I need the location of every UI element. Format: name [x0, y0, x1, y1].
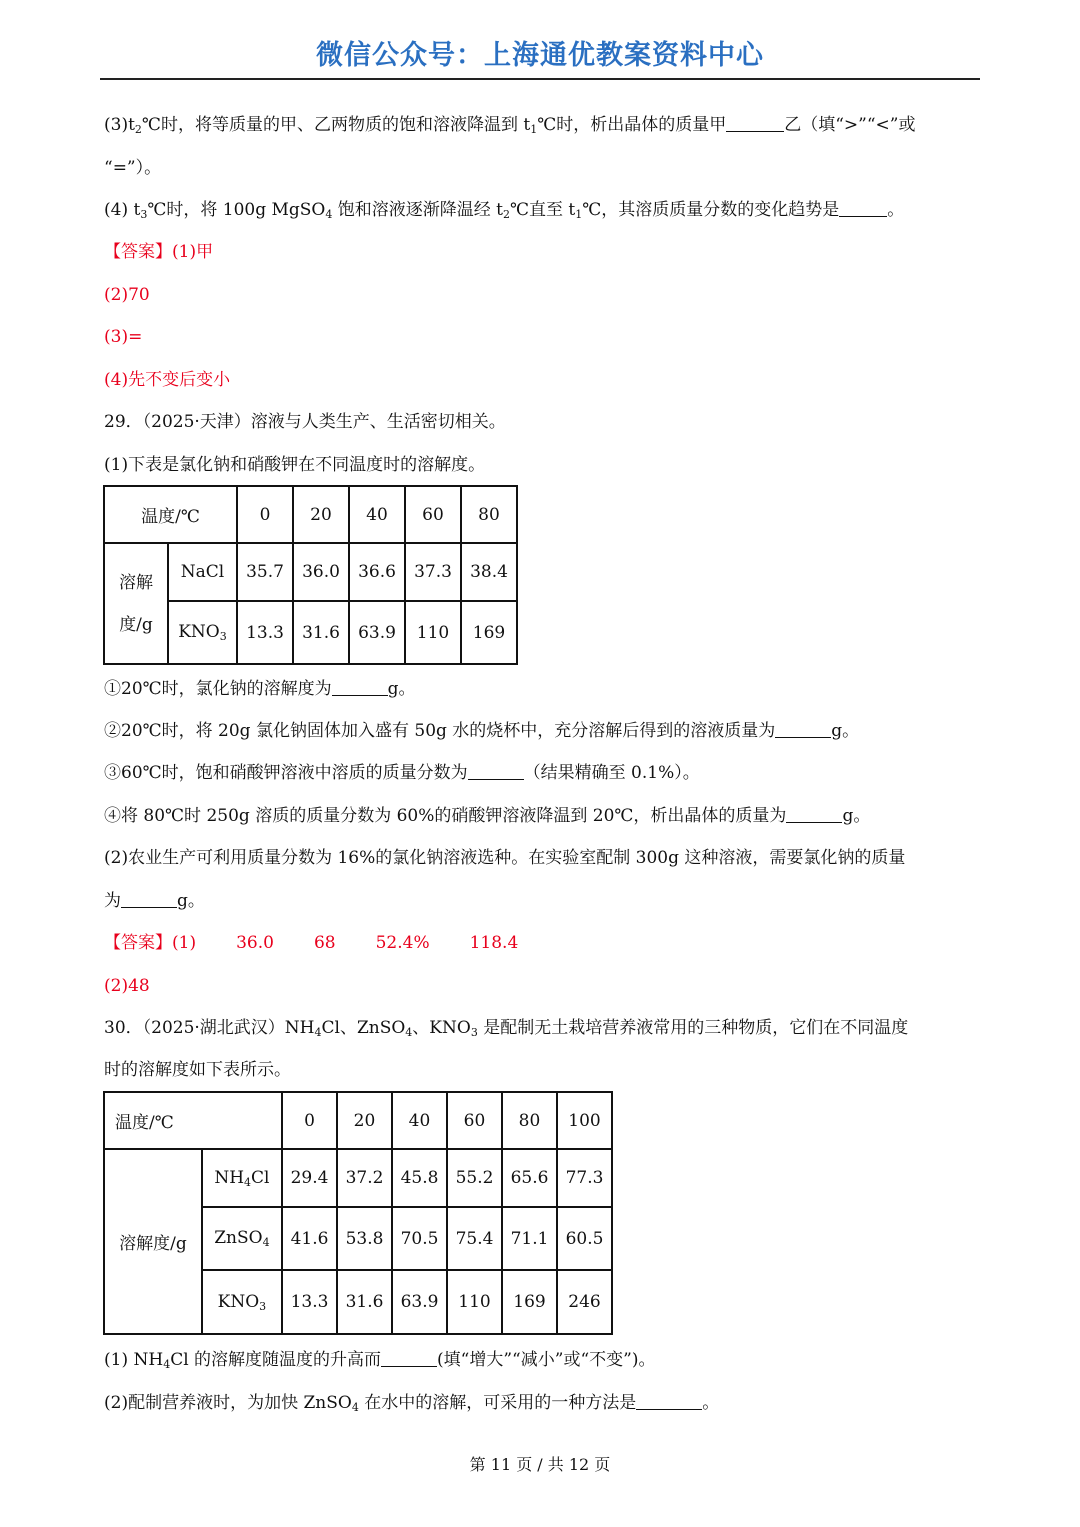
q28-sub3-line2: “=”）。	[104, 158, 162, 178]
table-cell: 77.3	[557, 1149, 612, 1207]
q28-answer-3: (3)=	[104, 327, 143, 347]
table-header-cell: 40	[349, 486, 405, 543]
table-cell: 41.6	[282, 1207, 337, 1270]
q29-answer-1: 【答案】(1) 36.0 68 52.4% 118.4	[104, 933, 519, 953]
table-header-cell: 0	[237, 486, 293, 543]
table-row-group-label: 溶解度/g	[104, 1149, 202, 1334]
q29-q2-line1: (2)农业生产可利用质量分数为 16%的氯化钠溶液选种。在实验室配制 300g 这种溶液，需要氯化钠的质量	[104, 848, 906, 868]
q28-answer-4: (4)先不变后变小	[104, 370, 231, 390]
table-cell: 246	[557, 1270, 612, 1334]
q28-answer-1: 【答案】(1)甲	[104, 242, 214, 262]
table-cell: 75.4	[447, 1207, 502, 1270]
table-cell: 38.4	[461, 543, 517, 601]
table-header-cell: 60	[405, 486, 461, 543]
header-title: 微信公众号：上海通优教案资料中心	[316, 40, 764, 71]
table-header-cell: 40	[392, 1092, 447, 1149]
table-cell: 110	[447, 1270, 502, 1334]
table-cell: 45.8	[392, 1149, 447, 1207]
q29-sub3: ③60℃时，饱和硝酸钾溶液中溶质的质量分数为 （结果精确至 0.1%）。	[104, 763, 700, 783]
table-header-cell: 20	[293, 486, 349, 543]
q30-sub1: (1) $NH_4Cl$ 的溶解度随温度的升高而 (填“增大”“减小”或“不变”)。	[104, 1350, 656, 1371]
table-cell: 35.7	[237, 543, 293, 601]
table-header-temp: 温度/℃	[104, 1092, 282, 1149]
table-row-name: ZnSO$_4$	[202, 1207, 282, 1270]
table-cell: 70.5	[392, 1207, 447, 1270]
table-cell: 63.9	[349, 601, 405, 664]
q30-title-line2: 时的溶解度如下表所示。	[104, 1060, 291, 1080]
q29-answer-2: (2)48	[104, 976, 150, 996]
table-cell: 71.1	[502, 1207, 557, 1270]
table-row-name: $NH_4Cl$	[202, 1149, 282, 1207]
table-cell: 53.8	[337, 1207, 392, 1270]
table-cell: 169	[502, 1270, 557, 1334]
table-header-cell: 80	[461, 486, 517, 543]
table-header-temp: 温度/℃	[104, 486, 237, 543]
page-footer: 第 11 页 / 共 12 页	[469, 1455, 611, 1474]
q29-title: 29．（2025·天津）溶液与人类生产、生活密切相关。	[104, 412, 506, 432]
q30-sub2: (2)配制营养液时，为加快 ZnSO$_4$ 在水中的溶解，可采用的一种方法是 。	[104, 1393, 720, 1414]
answer-blank	[775, 721, 831, 738]
q29-sub4: ④将 80℃时 250g 溶质的质量分数为 60%的硝酸钾溶液降温到 20℃，析出晶体的质量为 g。	[104, 806, 871, 826]
table-cell: 31.6	[293, 601, 349, 664]
answer-blank	[839, 200, 887, 217]
table-cell: 110	[405, 601, 461, 664]
table-cell: 63.9	[392, 1270, 447, 1334]
table-cell: 169	[461, 601, 517, 664]
table-header-cell: 60	[447, 1092, 502, 1149]
answer-blank	[381, 1350, 437, 1367]
answer-blank	[468, 763, 524, 780]
table-cell: 37.3	[405, 543, 461, 601]
answer-blank	[786, 806, 842, 823]
answer-blank	[332, 679, 388, 696]
q28-sub3: $(3)t_2℃$时，将等质量的甲、乙两物质的饱和溶液降温到 $t_1℃$时，析出晶体的质量甲 乙（填“>”“<”或	[104, 115, 916, 136]
table-cell: 65.6	[502, 1149, 557, 1207]
q29-solubility-table	[103, 485, 518, 665]
table-cell: 60.5	[557, 1207, 612, 1270]
q30-title: 30．（2025·湖北武汉）$NH_4Cl$、ZnSO$_4$、$KNO_3$ 是配制无土栽培营养液常用的三种物质，它们在不同温度	[104, 1018, 909, 1039]
answer-blank	[121, 891, 177, 908]
table-cell: 13.3	[282, 1270, 337, 1334]
table-row-name: $KNO_3$	[202, 1270, 282, 1334]
q28-answer-2: (2)70	[104, 285, 150, 305]
table-row-group-label: 溶解 度/g	[104, 543, 168, 664]
answer-blank	[726, 115, 784, 132]
q29-sub2: ②20℃时，将 20g 氯化钠固体加入盛有 50g 水的烧杯中，充分溶解后得到的溶液质量为 g。	[104, 721, 860, 741]
table-header-cell: 80	[502, 1092, 557, 1149]
answer-blank	[636, 1393, 702, 1410]
table-row-name: NaCl	[168, 543, 237, 601]
table-header-cell: 100	[557, 1092, 612, 1149]
table-cell: 37.2	[337, 1149, 392, 1207]
table-cell: 55.2	[447, 1149, 502, 1207]
table-cell: 31.6	[337, 1270, 392, 1334]
q29-intro: (1)下表是氯化钠和硝酸钾在不同温度时的溶解度。	[104, 455, 486, 475]
q29-sub1: ①20℃时，氯化钠的溶解度为 g。	[104, 679, 416, 699]
table-cell: 36.6	[349, 543, 405, 601]
q30-solubility-table	[103, 1091, 613, 1335]
table-cell: 29.4	[282, 1149, 337, 1207]
table-header-cell: 0	[282, 1092, 337, 1149]
table-cell: 36.0	[293, 543, 349, 601]
table-row-name: $KNO_3$	[168, 601, 237, 664]
q28-sub4: (4) $t_3℃$时，将 100g MgSO$_4$ 饱和溶液逐渐降温经 $t_2℃$直至 $t_1℃$，其溶质质量分数的变化趋势是 。	[104, 200, 905, 221]
table-header-cell: 20	[337, 1092, 392, 1149]
page-header	[100, 36, 980, 80]
table-cell: 13.3	[237, 601, 293, 664]
q29-q2-line2: 为 g。	[104, 891, 205, 911]
